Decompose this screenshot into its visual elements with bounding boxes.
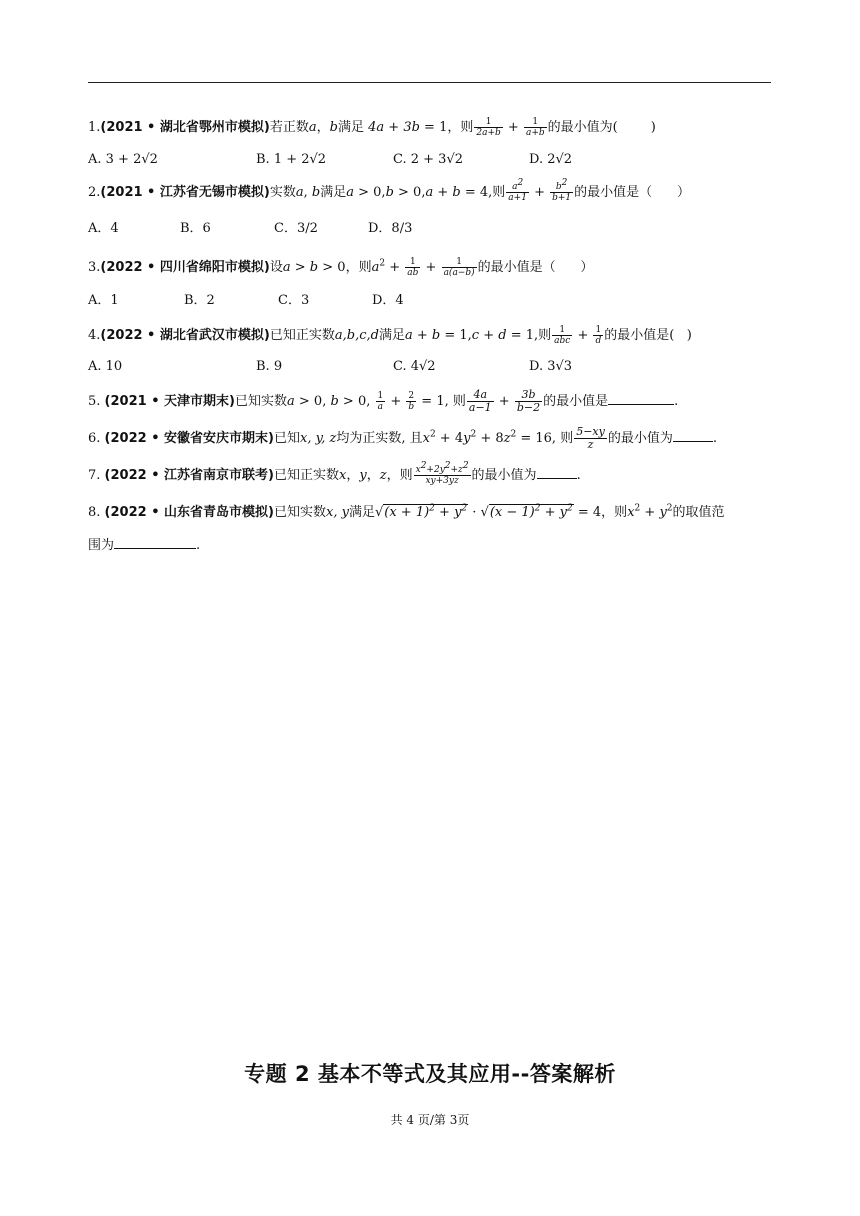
question-text: ，则 — [601, 505, 628, 520]
question-7: 7. (2022 • 江苏省南京市联考)已知正实数x，y，z，则 $\frac{x^2+2y^2+z^2}{xy+3yz}$ 的最小值为 . — [88, 461, 581, 486]
question-8-continued: 围为 . — [88, 535, 772, 556]
question-5: 5. (2021 • 天津市期末)已知实数a > 0, b > 0, $\frac{1}{a}$ + $\frac{2}{b}$ = 1, 则 $\frac{4a}{a-1}$ + $\frac{3b}{b-2}$ 的最小值是 . — [88, 388, 679, 414]
page-footer: 共 4 页/第 3页 — [390, 1113, 470, 1127]
option-b: B．6 — [180, 221, 211, 236]
question-number: 7. — [88, 468, 101, 483]
question-number: 5. — [88, 394, 101, 409]
question-source: (2022 • 四川省绵阳市模拟) — [100, 260, 270, 275]
question-source: (2022 • 安徽省安庆市期末) — [104, 431, 274, 446]
answer-blank[interactable] — [608, 391, 674, 405]
question-text: 的最小值为 — [607, 431, 673, 446]
question-text: 已知正实数 — [273, 468, 339, 483]
question-3: 3.(2022 • 四川省绵阳市模拟)设a > b > 0，则$a^2$ + $\frac{1}{ab}$ + $\frac{1}{a(a-b)}$ 的最小值是（ ） — [88, 257, 594, 278]
question-number: 2. — [88, 185, 101, 200]
question-text: 的最小值为 — [471, 468, 537, 483]
question-6: 6. (2022 • 安徽省安庆市期末)已知x, y, z均为正实数, 且$x^2 + 4y^2 + 8z^2 = 16$, 则 $\frac{5-xy}{z}$ 的最小值为 . — [88, 425, 718, 451]
question-number: 3. — [88, 260, 101, 275]
question-number: 6. — [88, 431, 101, 446]
option-d: D．8/3 — [368, 221, 413, 236]
question-text: ，则 — [386, 468, 413, 483]
question-text: 围为 — [88, 538, 115, 553]
question-text: 满足 — [337, 120, 364, 135]
answer-blank[interactable] — [537, 465, 577, 479]
question-text: 设 — [269, 260, 283, 275]
option-c: C．3/2 — [274, 221, 318, 236]
option-b: B. 1 + 2√2 — [256, 152, 327, 167]
question-text: 若正数 — [269, 120, 309, 135]
question-number: 4. — [88, 328, 101, 343]
option-a: A．1 — [88, 293, 119, 308]
question-text: 已知实数 — [234, 394, 287, 409]
question-text: 实数 — [269, 185, 296, 200]
question-2: 2.(2021 • 江苏省无锡市模拟)实数a, b满足a > 0,b > 0,a + b = 4,则 $\frac{a^2}{a+1}$ + $\frac{b^2}{b+1}$ 的最小值是（ ） — [88, 178, 690, 203]
question-number: 1. — [88, 120, 101, 135]
option-a: A．4 — [88, 221, 119, 236]
question-text: 则 — [560, 431, 574, 446]
question-text: 的最小值是( — [604, 328, 675, 343]
question-source: (2022 • 湖北省武汉市模拟) — [100, 328, 270, 343]
question-source: (2021 • 湖北省鄂州市模拟) — [100, 120, 270, 135]
question-text: 满足 — [378, 328, 405, 343]
answer-blank[interactable] — [114, 535, 196, 549]
section-title: 专题 2 基本不等式及其应用--答案解析 — [244, 1062, 616, 1086]
option-b: B. 9 — [256, 359, 283, 374]
answer-blank[interactable] — [673, 428, 713, 442]
question-text: 的最小值是 — [543, 394, 609, 409]
option-c: C．3 — [278, 293, 310, 308]
question-source: (2021 • 江苏省无锡市模拟) — [100, 185, 270, 200]
option-a: A. 10 — [88, 359, 123, 374]
option-b: B．2 — [184, 293, 215, 308]
question-number: 8. — [88, 505, 101, 520]
question-text: 满足 — [348, 505, 375, 520]
question-4: 4.(2022 • 湖北省武汉市模拟)已知正实数a,b,c,d满足a + b = 1,c + d = 1,则 $\frac{1}{\text{abc}}$ + $\frac{1}{d}$ 的最小值是( ) — [88, 325, 692, 346]
option-c: C. 4√2 — [393, 359, 436, 374]
question-text: 则 — [492, 185, 506, 200]
question-text: 则 — [452, 394, 466, 409]
question-text: 均为正实数, 且 — [336, 431, 423, 446]
question-source: (2022 • 山东省青岛市模拟) — [104, 505, 274, 520]
question-text: 已知正实数 — [269, 328, 335, 343]
option-d: D．4 — [372, 293, 404, 308]
question-text: 则 — [538, 328, 552, 343]
option-c: C. 2 + 3√2 — [393, 152, 464, 167]
option-a: A. 3 + 2√2 — [88, 152, 158, 167]
question-text: 的最小值为( — [547, 120, 618, 135]
question-text: 满足 — [320, 185, 347, 200]
question-1: 1.(2021 • 湖北省鄂州市模拟)若正数a，b满足 4a + 3b = 1，则 $\frac{1}{2a+b}$ + $\frac{1}{a+b}$ 的最小值为( ) — [88, 117, 656, 138]
question-text: 已知 — [273, 431, 300, 446]
question-8: 8. (2022 • 山东省青岛市模拟)已知实数x, y满足$√(x + 1)^2 + y^2 \cdot √(x - 1)^2 + y^2 = 4$，则$x^2 + y^2$的取值范 — [88, 503, 725, 520]
question-source: (2022 • 江苏省南京市联考) — [104, 468, 274, 483]
question-text: ，则 — [345, 260, 372, 275]
option-d: D. 3√3 — [529, 359, 573, 374]
question-text: 的取值范 — [672, 505, 725, 520]
question-text: ，则 — [447, 120, 474, 135]
question-text: 的最小值是（ — [574, 185, 653, 200]
option-d: D. 2√2 — [529, 152, 573, 167]
question-text: 已知实数 — [273, 505, 326, 520]
header-rule — [88, 82, 771, 83]
question-source: (2021 • 天津市期末) — [104, 394, 235, 409]
question-text: 的最小值是（ — [477, 260, 556, 275]
